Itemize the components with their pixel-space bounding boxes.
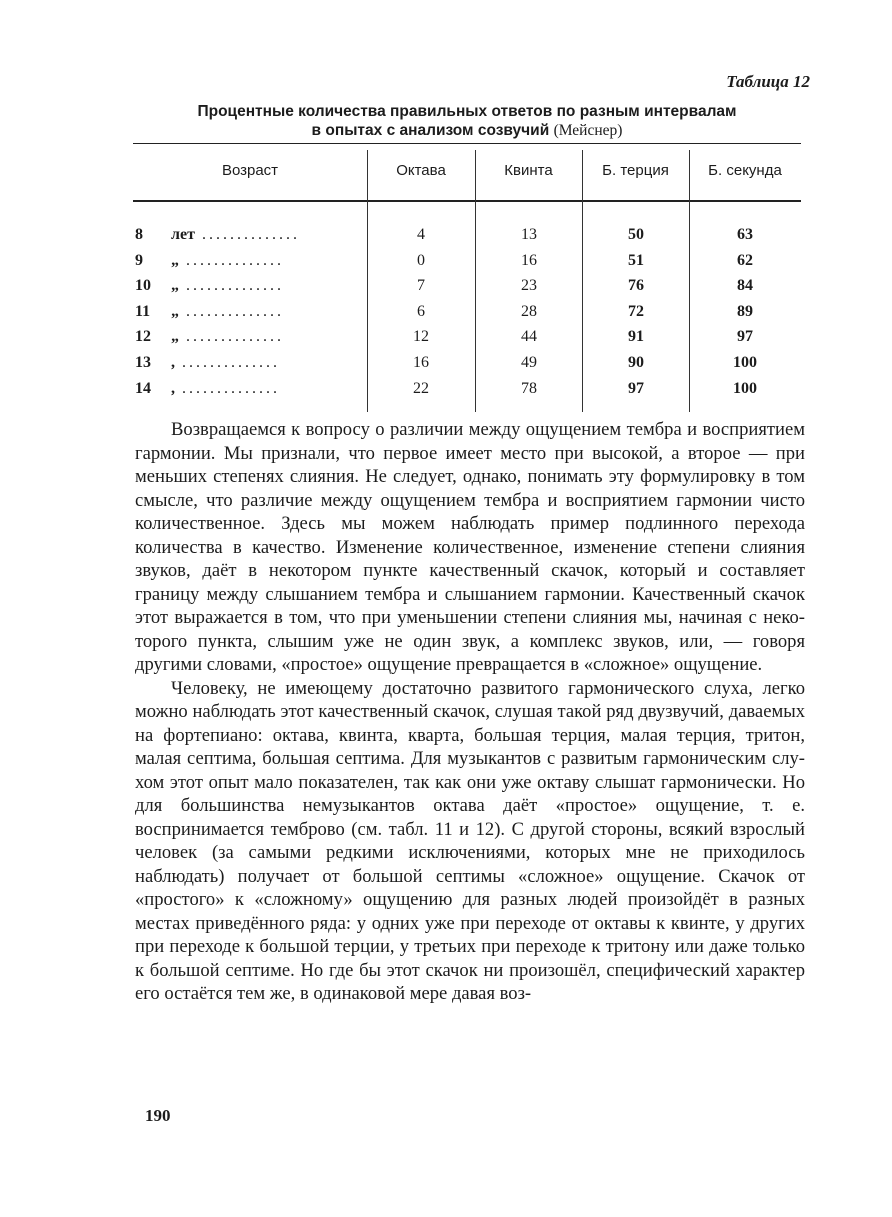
table-cell: 23 (521, 277, 537, 295)
table-cell: 90 (628, 354, 644, 371)
table-cell: 84 (737, 277, 753, 295)
row-age (135, 328, 367, 354)
header-octave: Октава (396, 162, 446, 179)
table-cell: 0 (417, 251, 425, 269)
row-age (135, 226, 367, 252)
table-cell: 62 (737, 251, 753, 269)
age-value: 10 (135, 277, 151, 295)
age-unit: , (171, 354, 175, 371)
column-divider (582, 150, 583, 412)
leader-dots: .............. (179, 302, 284, 320)
row-age (135, 303, 367, 329)
leader-dots: .............. (175, 354, 280, 371)
age-unit: „ (171, 277, 179, 295)
row-age (135, 380, 367, 406)
table-title (133, 102, 801, 140)
table-title-line-2-text: в опытах с анализом созвучий (311, 122, 550, 139)
column-divider (367, 150, 368, 412)
paragraph: Возвращаемся к вопросу о различии между ощущением тембра и восприятием гармонии. Мы признали, что первое имеет место при высокой, а второе — при меньших степенях слияния. Не следует, однако, понимать эту формулировку в том смысле, что различие между ощущением тембра и восприятием гармонии чисто количественное. Здесь мы можем наблюдать пример подлинного перехода количества в качество. Изменение количественное, изменение степени слияния звуков, даёт в некотором пункте качественный скачок, который и составляет границу между слышанием тембра и слышанием гармонии. Качественный скачок этот выражается в том, что при уменьшении степени слияния мы, начиная с некоторого пункта, слышим уже не один звук, а комплекс звуков, или, — говоря другими словами, «простое» ощущение превращается в «сложное» ощущение. (135, 419, 805, 675)
leader-dots: .............. (194, 226, 300, 243)
table-cell: 7 (417, 277, 425, 295)
age-unit: „ (171, 251, 179, 269)
age-value: 14 (135, 379, 151, 397)
table-title-author: (Мейснер) (553, 122, 623, 139)
row-age (135, 354, 367, 380)
table-cell: 16 (413, 354, 429, 371)
column-divider (689, 150, 690, 412)
table-cell: 97 (628, 379, 644, 397)
table-header-rule (133, 200, 801, 202)
table-cell: 13 (521, 226, 537, 243)
age-value: 9 (135, 251, 143, 269)
header-fifth: Квинта (504, 162, 553, 179)
header-major-second: Б. секунда (708, 162, 782, 179)
table-number: Таблица 12 (726, 72, 810, 91)
table-top-rule (133, 143, 801, 144)
row-age (135, 277, 367, 303)
column-divider (475, 150, 476, 412)
table-cell: 49 (521, 354, 537, 371)
table-cell: 91 (628, 328, 644, 346)
table-cell: 76 (628, 277, 644, 295)
table-cell: 78 (521, 379, 537, 397)
table-cell: 12 (413, 328, 429, 346)
table-cell: 100 (733, 379, 757, 397)
table-cell: 63 (737, 226, 753, 243)
table-cell: 72 (628, 302, 644, 320)
table-cell: 97 (737, 328, 753, 346)
table-title-line-1: Процентные количества правильных ответов по разным интервалам (197, 103, 737, 120)
header-age: Возраст (221, 162, 279, 179)
leader-dots: .............. (179, 251, 284, 269)
table-title-line-2 (133, 121, 801, 140)
page-number: 190 (145, 1106, 171, 1125)
table-cell: 50 (628, 226, 644, 243)
table-cell: 4 (417, 226, 425, 243)
table-cell: 89 (737, 302, 753, 320)
age-value: 13 (135, 354, 151, 371)
table-cell: 16 (521, 251, 537, 269)
body-text (135, 418, 805, 1006)
age-value: 8 (135, 226, 143, 243)
age-value: 11 (135, 302, 151, 320)
leader-dots: .............. (179, 328, 284, 346)
row-age (135, 252, 367, 278)
table-cell: 28 (521, 302, 537, 320)
table-cell: 100 (733, 354, 757, 371)
age-unit: „ (171, 302, 179, 320)
table-cell: 6 (417, 302, 425, 320)
paragraph: Человеку, не имеющему достаточно развитого гармонического слуха, легко можно наблюдать этот качественный скачок, слушая такой ряд двузвучий, даваемых на фортепиано: октава, квинта, кварта, большая терция, малая терция, тритон, малая септима, большая септима. Для музыкантов с развитым гармоническим слухом этот опыт мало показателен, так как они уже октаву слышат гармонически. Но для большинства немузыкантов октава даёт «простое» ощущение, т. е. воспринимается темброво (см. табл. 11 и 12). С другой стороны, всякий взрослый человек (за самыми редкими исключениями, которых мне не приходилось наблюдать) получает от большой септимы «сложное» ощущение. Скачок от «простого» к «сложному» ощущению для разных людей произойдёт в разных местах приведённого ряда: у одних уже при переходе от октавы к квинте, у других при переходе к большой терции, у третьих при переходе к тритону или даже только к большой септиме. Но где бы этот скачок ни произошёл, специфический характер его остаётся тем же, в одинаковой мере давая воз- (135, 677, 805, 1004)
leader-dots: .............. (175, 379, 280, 397)
table-cell: 22 (413, 379, 429, 397)
table-cell: 44 (521, 328, 537, 346)
header-major-third: Б. терция (602, 162, 669, 179)
age-unit: , (171, 379, 175, 397)
age-unit: лет (171, 226, 195, 243)
age-unit: „ (171, 328, 179, 346)
leader-dots: .............. (179, 277, 284, 295)
age-value: 12 (135, 328, 151, 346)
table-cell: 51 (628, 251, 644, 269)
